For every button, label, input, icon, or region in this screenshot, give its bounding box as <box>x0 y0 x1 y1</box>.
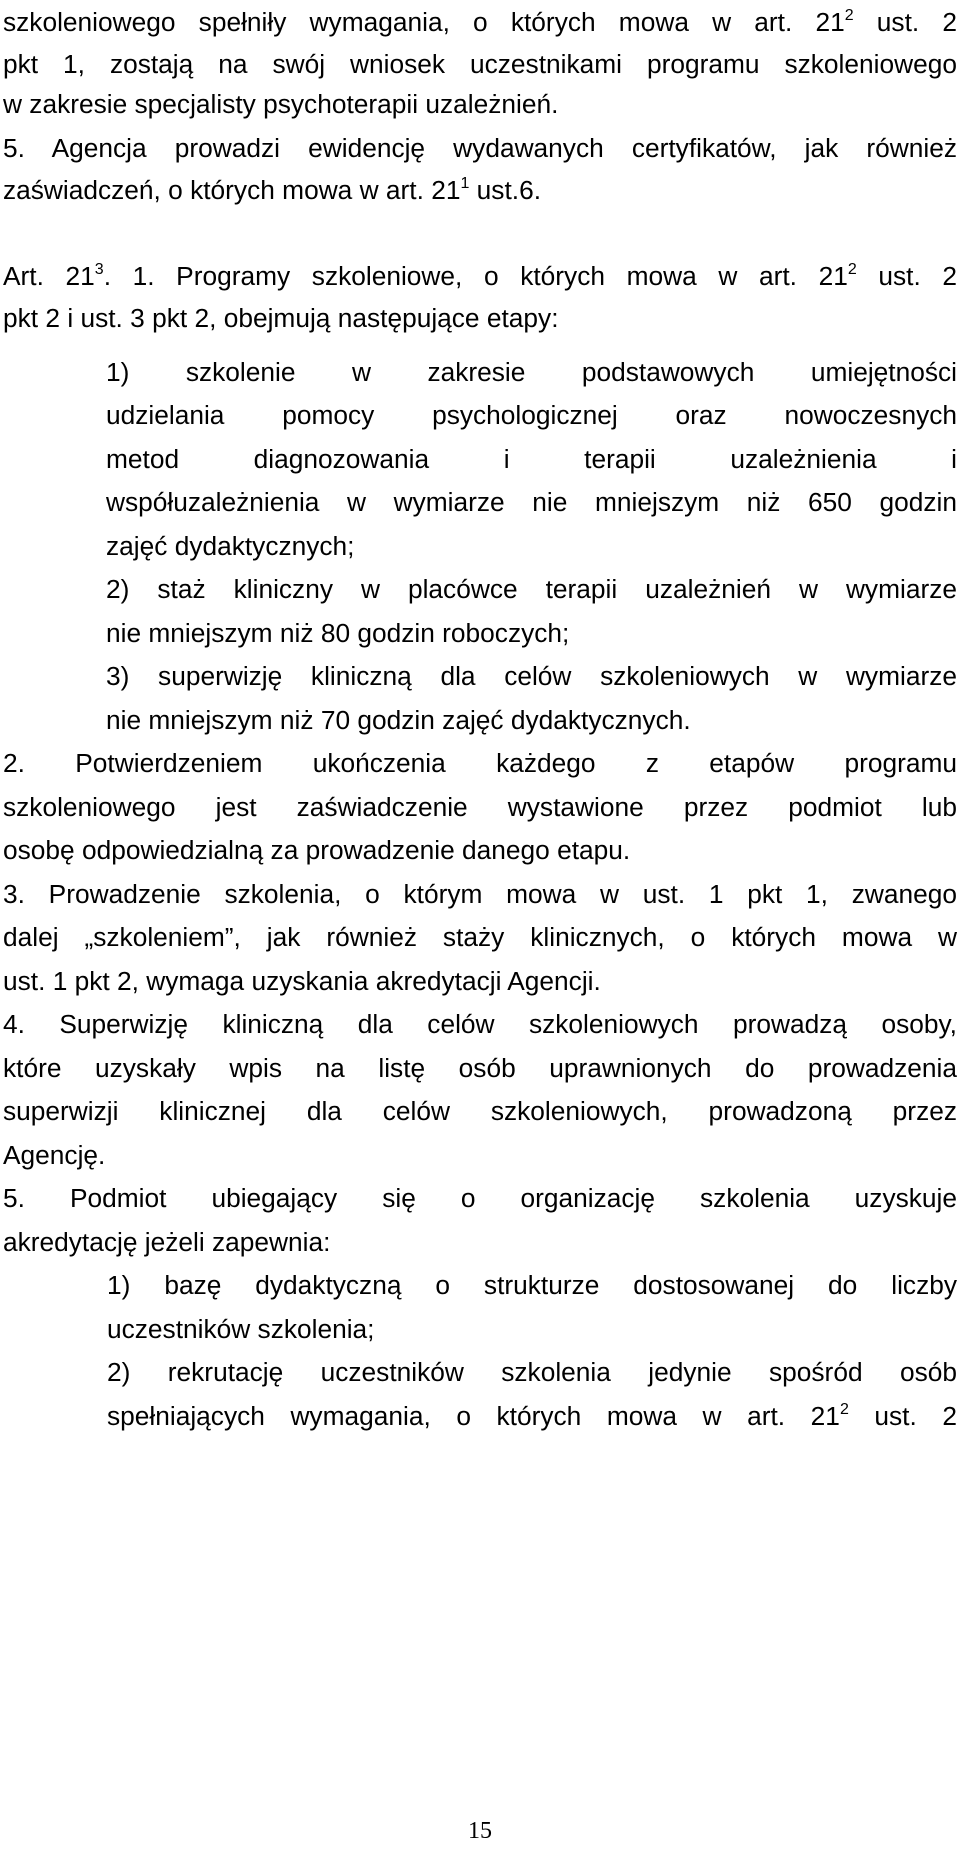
list-item: współuzależnienia w wymiarze nie mniejszym niż 650 godzin <box>106 487 957 517</box>
text-line: akredytację jeżeli zapewnia: <box>3 1227 331 1257</box>
text-line: 2. Potwierdzeniem ukończenia każdego z etapów programu <box>3 748 957 778</box>
text-line: 4. Superwizję kliniczną dla celów szkoleniowych prowadzą osoby, <box>3 1009 957 1039</box>
article-heading: Art. $21^3$. 1. Programy szkoleniowe, o których mowa w art. $21^2$ ust. 2 <box>3 261 958 291</box>
text-line: w zakresie specjalisty psychoterapii uzależnień. <box>3 89 559 119</box>
text-line: które uzyskały wpis na listę osób uprawnionych do prowadzenia <box>3 1053 957 1083</box>
list-item: metod diagnozowania i terapii uzależnienia i <box>106 444 957 474</box>
list-item: nie mniejszym niż 80 godzin roboczych; <box>106 618 570 648</box>
text-line: superwizji klinicznej dla celów szkoleniowych, prowadzoną przez <box>3 1096 957 1126</box>
text-line: ust. 1 pkt 2, wymaga uzyskania akredytacji Agencji. <box>3 966 601 996</box>
page-number: 15 <box>468 1818 492 1844</box>
list-item: 3) superwizję kliniczną dla celów szkoleniowych w wymiarze <box>106 661 957 691</box>
text-line: 5. Podmiot ubiegający się o organizację szkolenia uzyskuje <box>3 1183 957 1213</box>
text-line: dalej „szkoleniem”, jak również staży klinicznych, o których mowa w <box>3 922 957 952</box>
list-item: 1) szkolenie w zakresie podstawowych umiejętności <box>106 357 957 387</box>
text-line: zaświadczeń, o których mowa w art. $21^1$ ust.6. <box>3 175 541 205</box>
text-line: Agencję. <box>3 1140 106 1170</box>
list-item: 1) bazę dydaktyczną o strukturze dostosowanej do liczby <box>107 1270 957 1300</box>
text-line: szkoleniowego jest zaświadczenie wystawione przez podmiot lub <box>3 792 957 822</box>
text-line: osobę odpowiedzialną za prowadzenie danego etapu. <box>3 835 631 865</box>
text-line: pkt 2 i ust. 3 pkt 2, obejmują następujące etapy: <box>3 303 559 333</box>
list-item: 2) rekrutację uczestników szkolenia jedynie spośród osób <box>107 1357 957 1387</box>
text-line: pkt 1, zostają na swój wniosek uczestnikami programu szkoleniowego <box>3 49 957 79</box>
list-item: nie mniejszym niż 70 godzin zajęć dydaktycznych. <box>106 705 691 735</box>
list-item: 2) staż kliniczny w placówce terapii uzależnień w wymiarze <box>106 574 957 604</box>
list-item: zajęć dydaktycznych; <box>106 531 355 561</box>
text-line: 3. Prowadzenie szkolenia, o którym mowa w ust. 1 pkt 1, zwanego <box>3 879 957 909</box>
list-item: uczestników szkolenia; <box>107 1314 375 1344</box>
list-item: udzielania pomocy psychologicznej oraz nowoczesnych <box>106 400 957 430</box>
text-line: szkoleniowego spełniły wymagania, o których mowa w art. $21^2$ ust. 2 <box>3 7 957 37</box>
list-item: spełniających wymagania, o których mowa w art. $21^2$ ust. 2 <box>107 1401 957 1431</box>
text-line: 5. Agencja prowadzi ewidencję wydawanych certyfikatów, jak również <box>3 133 957 163</box>
